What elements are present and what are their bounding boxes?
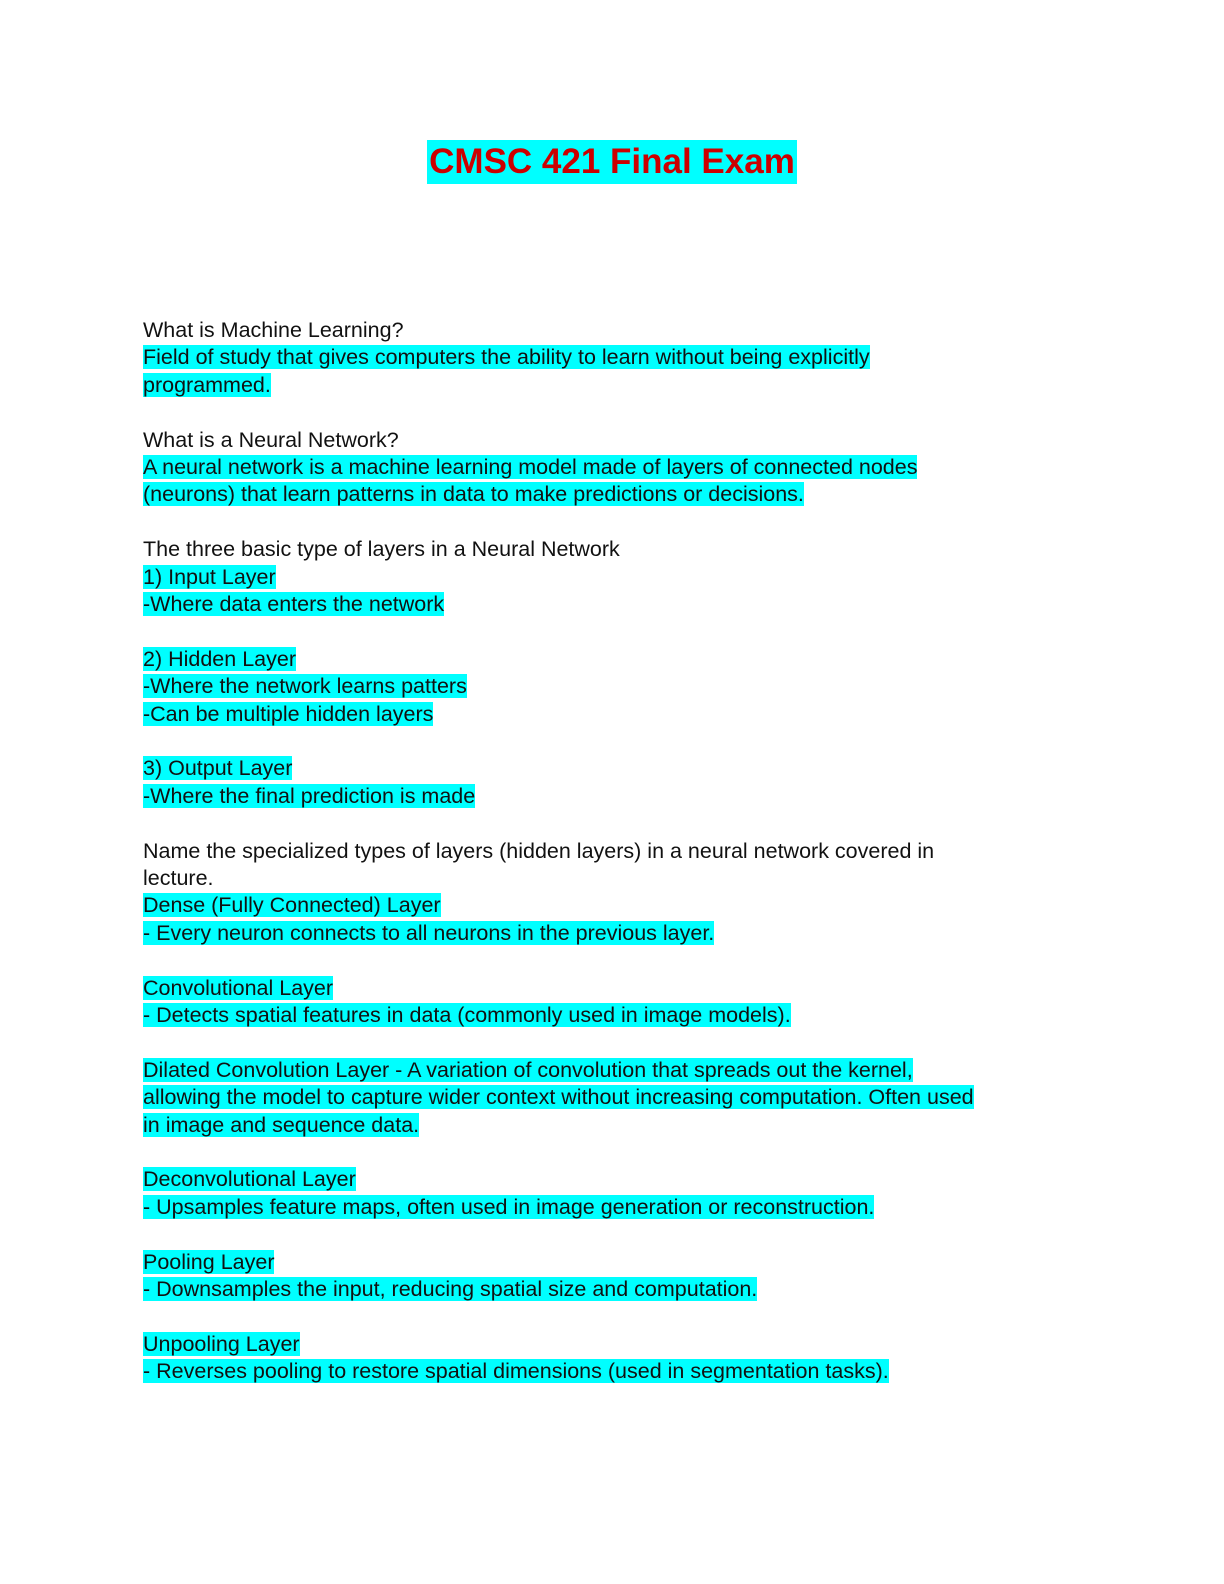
nn-answer-line-1: A neural network is a machine learning model made of layers of connected nodes — [143, 455, 918, 480]
output-layer-desc: -Where the final prediction is made — [143, 783, 476, 808]
pool-layer-title: Pooling Layer — [143, 1249, 275, 1274]
dense-layer-title: Dense (Fully Connected) Layer — [143, 893, 441, 918]
hidden-layer-desc-2: -Can be multiple hidden layers — [143, 701, 434, 726]
unpool-layer-block — [143, 1331, 1073, 1386]
hidden-layer-title: 2) Hidden Layer — [143, 646, 296, 671]
input-layer-title: 1) Input Layer — [143, 564, 276, 589]
hidden-layer-block — [143, 646, 1073, 728]
deconv-layer-block — [143, 1166, 1073, 1221]
conv-layer-desc: - Detects spatial features in data (commonly used in image models). — [143, 1003, 791, 1028]
nn-answer-line-2: (neurons) that learn patterns in data to make predictions or decisions. — [143, 482, 804, 507]
specialized-question-line-1: Name the specialized types of layers (hidden layers) in a neural network covered in — [143, 838, 935, 863]
deconv-layer-desc: - Upsamples feature maps, often used in image generation or reconstruction. — [143, 1194, 875, 1219]
specialized-question-line-2: lecture. — [143, 866, 214, 891]
dilated-layer-line-2: allowing the model to capture wider context without increasing computation. Often used — [143, 1085, 974, 1110]
document-body — [143, 317, 1073, 1413]
ml-answer-line-1: Field of study that gives computers the ability to learn without being explicitly — [143, 345, 870, 370]
dilated-layer-line-3: in image and sequence data. — [143, 1112, 420, 1137]
input-layer-desc: -Where data enters the network — [143, 592, 445, 617]
conv-layer-title: Convolutional Layer — [143, 975, 334, 1000]
unpool-layer-title: Unpooling Layer — [143, 1331, 300, 1356]
conv-layer-block — [143, 975, 1073, 1030]
dense-layer-desc: - Every neuron connects to all neurons in the previous layer. — [143, 920, 715, 945]
page-title: CMSC 421 Final Exam — [427, 140, 797, 184]
pool-layer-desc: - Downsamples the input, reducing spatial size and computation. — [143, 1277, 758, 1302]
pool-layer-block — [143, 1249, 1073, 1304]
dilated-layer-block — [143, 1057, 1073, 1139]
unpool-layer-desc: - Reverses pooling to restore spatial dimensions (used in segmentation tasks). — [143, 1359, 889, 1384]
output-layer-block — [143, 755, 1073, 810]
deconv-layer-title: Deconvolutional Layer — [143, 1167, 356, 1192]
ml-answer-line-2: programmed. — [143, 372, 271, 397]
ml-section — [143, 317, 1073, 399]
nn-question: What is a Neural Network? — [143, 427, 399, 452]
nn-section — [143, 427, 1073, 509]
layers-section — [143, 536, 1073, 618]
layers-question: The three basic type of layers in a Neural Network — [143, 537, 620, 562]
title-container — [0, 140, 1224, 184]
ml-question: What is Machine Learning? — [143, 318, 404, 342]
dilated-layer-line-1: Dilated Convolution Layer - A variation of convolution that spreads out the kernel, — [143, 1057, 913, 1082]
hidden-layer-desc-1: -Where the network learns patters — [143, 674, 467, 699]
output-layer-title: 3) Output Layer — [143, 756, 293, 781]
specialized-section — [143, 838, 1073, 948]
